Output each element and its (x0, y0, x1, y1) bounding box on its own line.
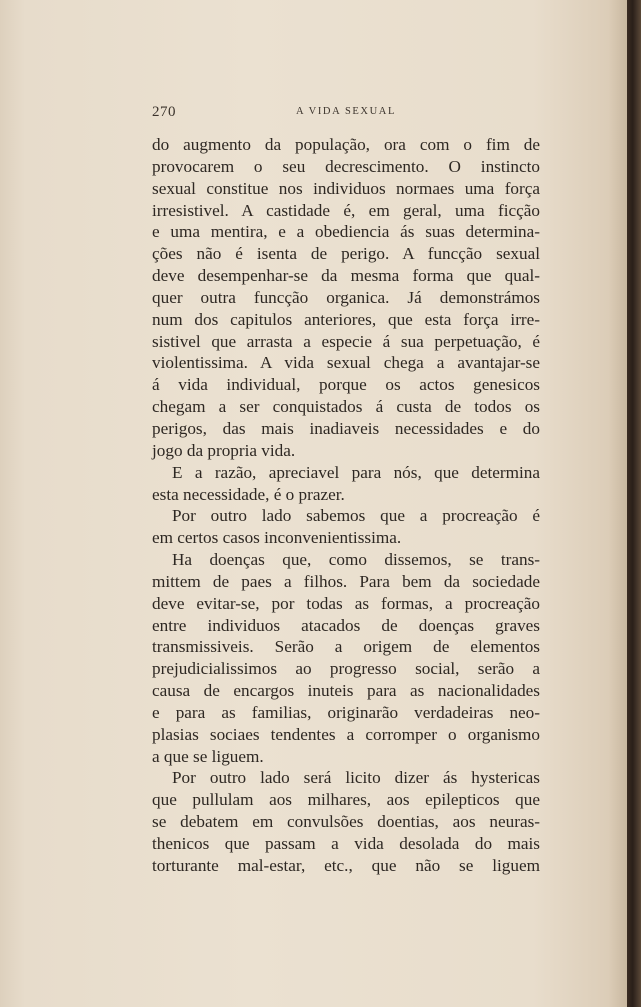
text-line: torturante mal-estar, etc., que não se liguem (152, 855, 540, 875)
text-line: entre individuos atacados de doenças graves (152, 615, 540, 635)
text-line: que pullulam aos milhares, aos epilepticos que (152, 790, 540, 810)
text-line: sexual constitue nos individuos normaes uma força (152, 178, 540, 198)
text-line: chegam a ser conquistados á custa de todos os (152, 397, 540, 417)
text-line: em certos casos inconvenientissima. (152, 528, 402, 548)
text-line: transmissiveis. Serão a origem de elementos (152, 637, 540, 657)
text-line: provocarem o seu decrescimento. O instincto (152, 156, 540, 176)
text-line: e uma mentira, e a obediencia ás suas determina- (152, 222, 540, 242)
text-line: e para as familias, originarão verdadeiras neo- (152, 702, 540, 722)
text-line: jogo da propria vida. (152, 440, 296, 460)
text-line: irresistivel. A castidade é, em geral, uma ficção (152, 200, 540, 220)
text-line: do augmento da população, ora com o fim de (152, 135, 540, 154)
text-line: causa de encargos inuteis para as nacionalidades (152, 681, 540, 701)
text-line: á vida individual, porque os actos genesicos (152, 375, 540, 395)
text-line: mittem de paes a filhos. Para bem da sociedade (152, 571, 540, 591)
text-line: se debatem em convulsões doentias, aos neuras- (152, 812, 540, 832)
text-line: Por outro lado sabemos que a procreação é (172, 506, 540, 526)
text-line: perigos, das mais inadiaveis necessidades e do (152, 418, 540, 438)
text-line: E a razão, apreciavel para nós, que determina (172, 462, 540, 482)
page-header (152, 104, 540, 122)
text-line: violentissima. A vida sexual chega a avantajar-se (152, 353, 540, 373)
text-line: a que se liguem. (152, 746, 264, 766)
book-spine-edge (627, 0, 641, 1007)
text-line: thenicos que passam a vida desolada do mais (152, 834, 540, 853)
text-line: num dos capitulos anteriores, que esta força irre- (152, 309, 540, 329)
text-line: deve evitar-se, por todas as formas, a procreação (152, 593, 540, 613)
text-line: prejudicialissimos ao progresso social, serão a (152, 659, 540, 679)
text-line: quer outra funcção organica. Já demonstrámos (152, 287, 540, 307)
text-line: ções não é isenta de perigo. A funcção sexual (152, 244, 540, 264)
text-line: Ha doenças que, como dissemos, se trans- (172, 550, 540, 570)
text-line: sistivel que arrasta a especie á sua perpetuação, é (152, 331, 540, 351)
body-text (152, 134, 540, 877)
running-title: A VIDA SEXUAL (296, 106, 396, 117)
page-number: 270 (152, 104, 176, 120)
text-line: plasias sociaes tendentes a corromper o organismo (152, 724, 540, 744)
text-line: Por outro lado será licito dizer ás hystericas (172, 768, 540, 788)
text-line: deve desempenhar-se da mesma forma que qual- (152, 266, 540, 286)
text-line: esta necessidade, é o prazer. (152, 484, 345, 504)
